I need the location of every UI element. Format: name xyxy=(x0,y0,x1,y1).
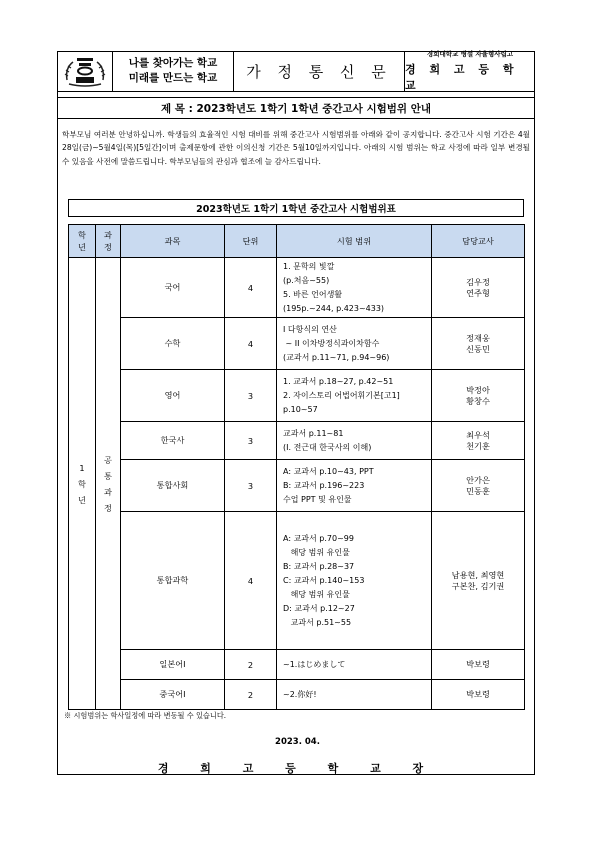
table-header-row xyxy=(69,225,525,258)
teacher-cell: 정재웅 신동민 xyxy=(432,318,525,370)
range-cell: A: 교과서 p.10~43, PPT B: 교과서 p.196~223 수업 PPT 및 유인물 xyxy=(277,460,432,512)
table-row xyxy=(69,258,525,318)
letterhead xyxy=(57,51,535,92)
teacher-cell: 최우석 천기훈 xyxy=(432,422,525,460)
table-row xyxy=(69,370,525,422)
subject-cell: 중국어Ⅰ xyxy=(121,680,225,710)
subject-cell: 통합사회 xyxy=(121,460,225,512)
subject-cell: 수학 xyxy=(121,318,225,370)
header-range: 시험 범위 xyxy=(277,225,432,258)
table-row xyxy=(69,460,525,512)
units-cell: 3 xyxy=(225,370,277,422)
exam-range-table xyxy=(68,224,525,710)
table-row xyxy=(69,422,525,460)
slogan-line-2: 미래를 만드는 학교 xyxy=(128,72,218,84)
newsletter-title: 가 정 통 신 문 xyxy=(234,51,405,91)
header-teacher: 담당교사 xyxy=(432,225,525,258)
school-emblem-icon xyxy=(63,54,107,88)
grade-cell: 1 학 년 xyxy=(69,258,96,710)
table-row xyxy=(69,318,525,370)
units-cell: 4 xyxy=(225,258,277,318)
range-cell: ~1.はじめまして xyxy=(277,650,432,680)
range-cell: 1. 문학의 빛깔 (p.처음~55) 5. 바른 언어생활 (195p.~244, p.423~433) xyxy=(277,258,432,318)
teacher-cell: 박보령 xyxy=(432,650,525,680)
principal-signature: 경 희 고 등 학 교 장 xyxy=(157,762,438,775)
footnote: ※ 시험범위는 학사일정에 따라 변동될 수 있습니다. xyxy=(64,711,227,720)
range-cell: 1. 교과서 p.18~27, p.42~51 2. 자이스토리 어법어휘기본[고1] p.10~57 xyxy=(277,370,432,422)
school-logo xyxy=(57,51,113,91)
slogan-line-1: 나를 찾아가는 학교 xyxy=(128,57,218,69)
header-units: 단위 xyxy=(225,225,277,258)
units-cell: 2 xyxy=(225,680,277,710)
table-row xyxy=(69,680,525,710)
teacher-cell: 박정아 황창수 xyxy=(432,370,525,422)
range-cell: ~2.你好! xyxy=(277,680,432,710)
table-title: 2023학년도 1학기 1학년 중간고사 시험범위표 xyxy=(68,199,524,217)
range-cell: 교과서 p.11~81 (Ⅰ. 전근대 한국사의 이해) xyxy=(277,422,432,460)
header-grade-label: 학 년 xyxy=(78,230,86,252)
subject-cell: 일본어Ⅰ xyxy=(121,650,225,680)
header-course-label: 과 정 xyxy=(104,230,112,252)
teacher-cell: 박보령 xyxy=(432,680,525,710)
range-cell: I 다항식의 연산 ~ II 이차방정식과이차함수 (교과서 p.11~71, p.94~96) xyxy=(277,318,432,370)
subject-cell: 국어 xyxy=(121,258,225,318)
course-cell: 공 통 과 정 xyxy=(96,258,121,710)
header-course xyxy=(96,225,121,258)
teacher-cell: 남용현, 최영현 구본찬, 김기권 xyxy=(432,512,525,650)
subject-cell: 한국사 xyxy=(121,422,225,460)
school-subtitle: 경희대학교 병설 자율형사립고 xyxy=(426,50,514,58)
school-name-block xyxy=(405,51,535,91)
units-cell: 3 xyxy=(225,460,277,512)
teacher-cell: 김우정 연주형 xyxy=(432,258,525,318)
school-name: 경 희 고 등 학 교 xyxy=(405,63,519,92)
units-cell: 4 xyxy=(225,318,277,370)
subject-line: 제 목 : 2023학년도 1학기 1학년 중간고사 시험범위 안내 xyxy=(57,97,535,119)
header-grade xyxy=(69,225,96,258)
units-cell: 2 xyxy=(225,650,277,680)
subject-cell: 통합과학 xyxy=(121,512,225,650)
school-slogan xyxy=(113,51,234,91)
table-row xyxy=(69,512,525,650)
table-row xyxy=(69,650,525,680)
header-subject: 과목 xyxy=(121,225,225,258)
issue-date: 2023. 04. xyxy=(275,737,320,747)
range-cell: A: 교과서 p.70~99 해당 범위 유인물 B: 교과서 p.28~37 C: 교과서 p.140~153 해당 범위 유인물 D: 교과서 p.12~27 교과서 p.51~55 xyxy=(277,512,432,650)
subject-cell: 영어 xyxy=(121,370,225,422)
units-cell: 4 xyxy=(225,512,277,650)
intro-paragraph: 학부모님 여러분 안녕하십니까. 학생들의 효율적인 시험 대비를 위해 중간고사 시험범위를 아래와 같이 공지합니다. 중간고사 시험 기간은 4월28일(금)~5월4일(목)[5일간]이며 출제문항에 관한 이의신청 기간은 5월10일까지입니다. 아래의 시험 범위는 학교 사정에 따라 일부 변경될 수 있음을 사전에 말씀드립니다. 학부모님들의 관심과 협조에 늘 감사드립니다. xyxy=(62,130,530,166)
teacher-cell: 안가은 민동훈 xyxy=(432,460,525,512)
units-cell: 3 xyxy=(225,422,277,460)
